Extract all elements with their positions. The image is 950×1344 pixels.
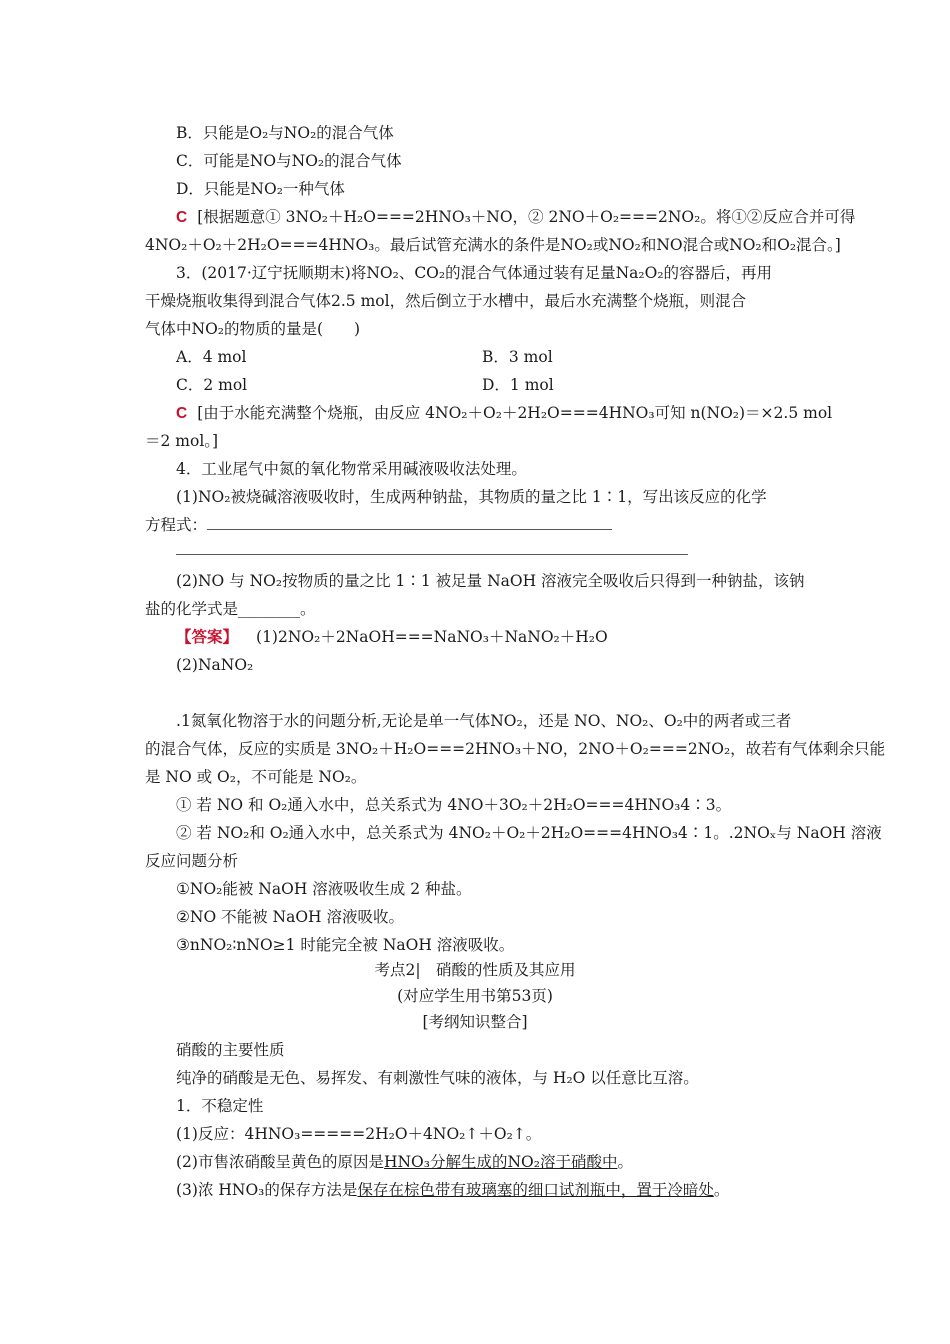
notes-line-5: ② 若 NO₂和 O₂通入水中，总关系式为 4NO₂＋O₂＋2H₂O===4HNO₃4∶1。.2NOₓ与 NaOH 溶液 xyxy=(176,824,882,842)
q3-stem-2: 干燥烧瓶收集得到混合气体2.5 mol，然后倒立于水槽中，最后水充满整个烧瓶，则混合 xyxy=(145,292,747,310)
notes-line-2: 的混合气体，反应的实质是 3NO₂＋H₂O===2HNO₃＋NO，2NO＋O₂===2NO₂，故若有气体剩余只能 xyxy=(145,740,886,758)
q4-part1-prompt: 方程式： xyxy=(145,516,208,534)
notes-line-8: ②NO 不能被 NaOH 溶液吸收。 xyxy=(176,908,404,926)
q4-part2-line2: 盐的化学式是________。 xyxy=(145,600,316,618)
section-paragraph-1: 纯净的硝酸是无色、易挥发、有刺激性气味的液体，与 H₂O 以任意比互溶。 xyxy=(176,1069,699,1087)
reaction-3-underlined: 保存在棕色带有玻璃塞的细口试剂瓶中，置于冷暗处 xyxy=(357,1181,714,1199)
q3-explanation-2: ＝2 mol。] xyxy=(145,432,219,450)
q2-option-b: B．只能是O₂与NO₂的混合气体 xyxy=(176,124,394,142)
q4-answer-blank-2 xyxy=(176,540,688,555)
section-reaction-2 xyxy=(176,1152,633,1172)
q3-stem-1: 3．(2017·辽宁抚顺期末)将NO₂、CO₂的混合气体通过装有足量Na₂O₂的容器后，再用 xyxy=(176,264,773,282)
notes-line-3: 是 NO 或 O₂，不可能是 NO₂。 xyxy=(145,768,367,786)
q4-part1-line1: (1)NO₂被烧碱溶液吸收时，生成两种钠盐，其物质的量之比 1∶1，写出该反应的化学 xyxy=(176,488,767,506)
notes-line-1 xyxy=(176,711,791,731)
q3-stem-3: 气体中NO₂的物质的量是( ) xyxy=(145,320,361,338)
q2-explanation-2: 4NO₂＋O₂＋2H₂O===4HNO₃。最后试管充满水的条件是NO₂或NO₂和NO混合或NO₂和O₂混合。] xyxy=(145,236,841,254)
notes-line-1-text: 1氮氧化物溶于水的问题分析,无论是单一气体NO₂，还是 NO、NO₂、O₂中的两者或三者 xyxy=(180,712,792,730)
notes-line-9: ③nNO₂∶nNO≥1 时能完全被 NaOH 溶液吸收。 xyxy=(176,936,515,954)
q3-answer-line xyxy=(176,403,832,424)
q4-part1-line2 xyxy=(145,515,612,535)
q4-answer-tag: 【答案】 xyxy=(176,627,239,646)
notes-line-4: ① 若 NO 和 O₂通入水中，总关系式为 4NO＋3O₂＋2H₂O===4HNO₃4∶3。 xyxy=(176,796,732,814)
section-page-ref: (对应学生用书第53页) xyxy=(397,987,553,1005)
q3-option-d: D．1 mol xyxy=(482,376,554,394)
q4-answer-blank-2-row xyxy=(176,540,688,560)
reaction-2-suffix: 。 xyxy=(617,1153,633,1171)
q2-option-d: D．只能是NO₂一种气体 xyxy=(176,180,345,198)
q4-stem: 4．工业尾气中氮的氧化物常采用碱液吸收法处理。 xyxy=(176,460,527,478)
q4-answer-1: (1)2NO₂＋2NaOH===NaNO₃＋NaNO₂＋H₂O xyxy=(256,628,608,646)
q2-option-c: C．可能是NO与NO₂的混合气体 xyxy=(176,152,402,170)
notes-line-7: ①NO₂能被 NaOH 溶液吸收生成 2 种盐。 xyxy=(176,880,472,898)
q4-part2-line1: (2)NO 与 NO₂按物质的量之比 1∶1 被足量 NaOH 溶液完全吸收后只得到一种钠盐，该钠 xyxy=(176,572,805,590)
q2-answer-line xyxy=(176,207,855,228)
q4-answer-2: (2)NaNO₂ xyxy=(176,656,254,674)
q3-option-b: B．3 mol xyxy=(482,348,553,366)
q2-explanation-1: [根据题意① 3NO₂＋H₂O===2HNO₃＋NO，② 2NO＋O₂===2NO₂。将①②反应合并可得 xyxy=(197,208,856,226)
section-heading-1: 硝酸的主要性质 xyxy=(176,1041,285,1059)
notes-dot: . xyxy=(176,712,181,730)
q3-answer-letter: C xyxy=(176,405,188,422)
section-heading-2: 1．不稳定性 xyxy=(176,1097,264,1115)
notes-line-6: 反应问题分析 xyxy=(145,852,239,870)
reaction-2-underlined: HNO₃分解生成的NO₂溶于硝酸中 xyxy=(383,1153,618,1171)
section-reaction-1: (1)反应：4HNO₃=====2H₂O＋4NO₂↑＋O₂↑。 xyxy=(176,1125,542,1143)
q4-answer-blank-1 xyxy=(207,515,612,530)
q3-option-a: A．4 mol xyxy=(176,348,247,366)
section-title: 考点2| 硝酸的性质及其应用 xyxy=(374,961,576,979)
q3-explanation-1: [由于水能充满整个烧瓶，由反应 4NO₂＋O₂＋2H₂O===4HNO₃可知 n(NO₂)＝×2.5 mol xyxy=(197,404,833,422)
q4-answer-line xyxy=(176,627,608,647)
section-subtitle: [考纲知识整合] xyxy=(422,1013,528,1031)
section-reaction-3 xyxy=(176,1180,729,1200)
reaction-3-suffix: 。 xyxy=(713,1181,730,1199)
q3-option-c: C．2 mol xyxy=(176,376,248,394)
reaction-2-prefix: (2)市售浓硝酸呈黄色的原因是 xyxy=(176,1153,384,1171)
reaction-3-prefix: (3)浓 HNO₃的保存方法是 xyxy=(176,1181,358,1199)
q2-answer-letter: C xyxy=(176,209,188,226)
